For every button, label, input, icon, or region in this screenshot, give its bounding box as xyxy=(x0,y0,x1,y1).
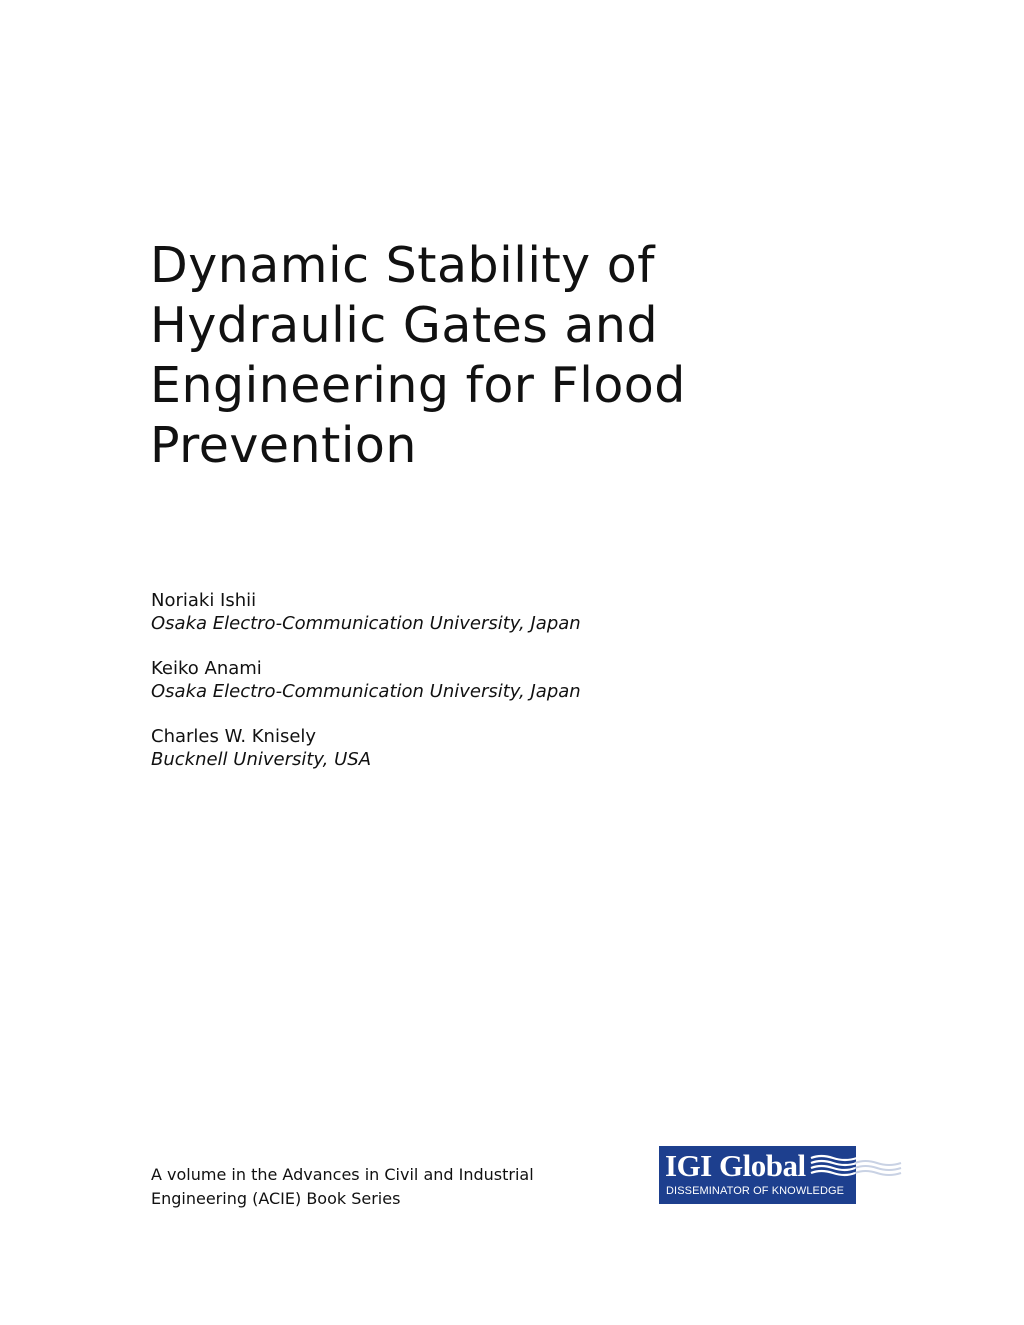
author-name: Keiko Anami xyxy=(151,658,262,679)
title-line: Hydraulic Gates and xyxy=(150,297,659,354)
logo-wordmark: IGI Global xyxy=(665,1148,806,1183)
book-title xyxy=(150,236,870,476)
logo-tagline: DISSEMINATOR OF KNOWLEDGE xyxy=(666,1185,845,1197)
author-affiliation: Osaka Electro-Communication University, Japan xyxy=(151,613,581,634)
publisher-logo xyxy=(659,1146,903,1204)
author-affiliation: Bucknell University, USA xyxy=(151,749,372,770)
title-line: Dynamic Stability of xyxy=(150,237,655,294)
title-line: Engineering for Flood xyxy=(150,357,686,414)
author-name: Noriaki Ishii xyxy=(151,590,257,611)
author-name: Charles W. Knisely xyxy=(151,726,317,747)
series-line: Engineering (ACIE) Book Series xyxy=(151,1189,401,1208)
series-line: A volume in the Advances in Civil and Industrial xyxy=(151,1165,534,1184)
author-entry xyxy=(151,657,851,703)
title-line: Prevention xyxy=(150,417,417,474)
series-note xyxy=(151,1163,611,1211)
author-affiliation: Osaka Electro-Communication University, Japan xyxy=(151,681,581,702)
author-entry xyxy=(151,589,851,635)
author-list xyxy=(151,589,851,793)
wave-lines-icon xyxy=(809,1154,903,1180)
author-entry xyxy=(151,725,851,771)
